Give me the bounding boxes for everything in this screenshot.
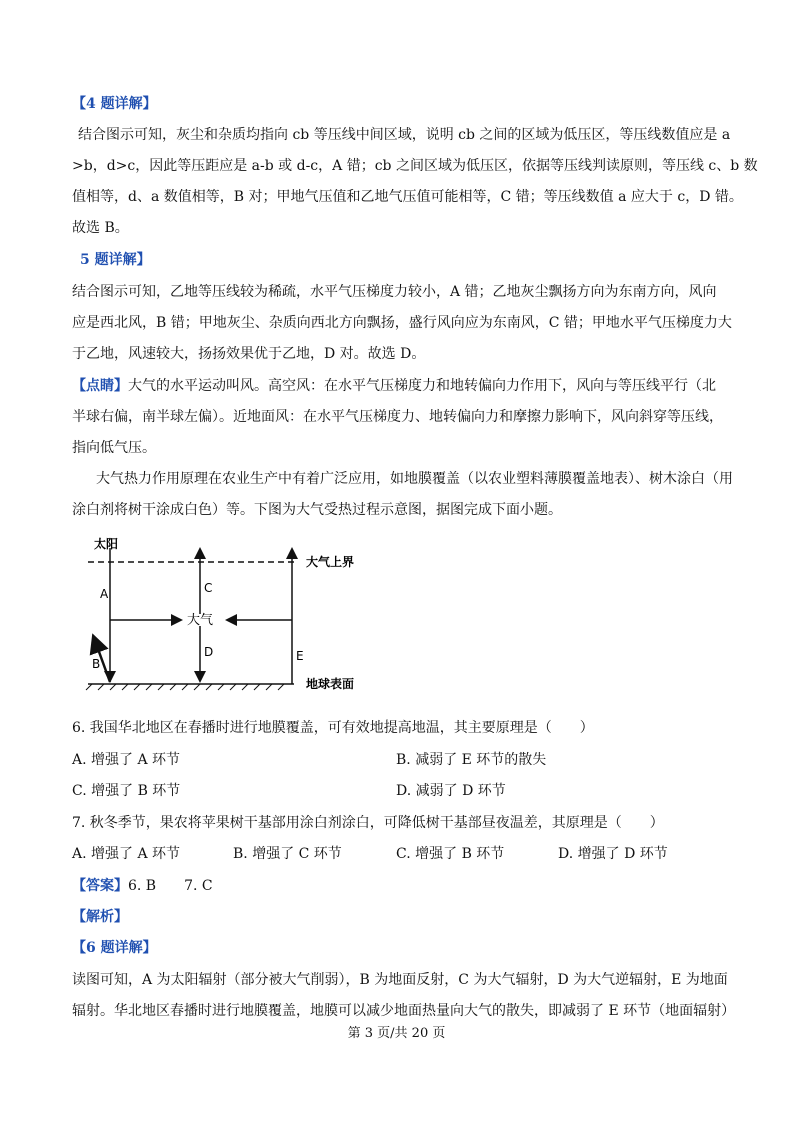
dianjing-line-3: 指向低气压。: [72, 440, 156, 456]
q6-option-c: C. 增强了 B 环节: [72, 783, 181, 799]
label-surface: 地球表面: [306, 677, 355, 691]
label-b: B: [92, 657, 101, 671]
q6detail-line-1: 读图可知，A 为太阳辐射（部分被大气削弱），B 为地面反射，C 为大气辐射，D 为大气逆辐射，E 为地面: [72, 972, 728, 988]
label-d: D: [204, 645, 214, 659]
q7-stem: 7. 秋冬季节，果农将苹果树干基部用涂白剂涂白，可降低树干基部昼夜温差，其原理是（ ）: [72, 815, 664, 831]
intro-line-2: 涂白剂将树干涂成白色）等。下图为大气受热过程示意图，据图完成下面小题。: [72, 502, 562, 518]
label-c: C: [204, 581, 213, 595]
q4-heading: 【4 题详解】: [72, 96, 157, 112]
q6-option-d: D. 减弱了 D 环节: [396, 783, 506, 799]
q6detail-line-2: 辐射。华北地区春播时进行地膜覆盖，地膜可以减少地面热量向大气的散失，即减弱了 E 环节（地面辐射）: [72, 1003, 736, 1019]
analysis-tag: 【解析】: [72, 909, 128, 925]
q6detail-heading: 【6 题详解】: [72, 940, 157, 956]
q5-line-1: 结合图示可知，乙地等压线较为稀疏，水平气压梯度力较小，A 错；乙地灰尘飘扬方向为东南方向，风向: [72, 284, 717, 300]
q5-line-2: 应是西北风，B 错；甲地灰尘、杂质向西北方向飘扬，盛行风向应为东南风，C 错；甲地水平气压梯度力大: [72, 315, 732, 331]
answer-tag: 【答案】: [72, 878, 128, 894]
q4-line-1: 结合图示可知，灰尘和杂质均指向 cb 等压线中间区域，说明 cb 之间的区域为低压区，等压线数值应是 a: [78, 127, 731, 143]
q4-line-3: 值相等，d、a 数值相等，B 对；甲地气压值和乙地气压值可能相等，C 错；等压线数值 a 应大于 c，D 错。: [72, 189, 743, 205]
q5-line-3: 于乙地，风速较大，扬扬效果优于乙地，D 对。故选 D。: [72, 346, 426, 362]
answer-line: [72, 876, 213, 896]
dianjing-text-1: 大气的水平运动叫风。高空风：在水平气压梯度力和地转偏向力作用下，风向与等压线平行（北: [128, 378, 716, 394]
q7-option-d: D. 增强了 D 环节: [558, 846, 668, 862]
q4-line-4: 故选 B。: [72, 220, 129, 236]
q7-option-b: B. 增强了 C 环节: [233, 846, 342, 862]
dianjing-line-1: [72, 376, 716, 396]
label-sun: 太阳: [94, 537, 119, 551]
q5-heading: 5 题详解】: [80, 252, 151, 268]
dianjing-line-2: 半球右偏，南半球左偏）。近地面风：在水平气压梯度力、地转偏向力和摩擦力影响下，风向斜穿等压线，: [72, 409, 723, 425]
label-e: E: [296, 649, 304, 663]
dianjing-tag: 【点睛】: [72, 378, 128, 394]
q7-option-c: C. 增强了 B 环节: [396, 846, 505, 862]
q6-stem: 6. 我国华北地区在春播时进行地膜覆盖，可有效地提高地温，其主要原理是（ ）: [72, 720, 594, 736]
q6-option-b: B. 减弱了 E 环节的散失: [396, 752, 547, 768]
q7-option-a: A. 增强了 A 环节: [72, 846, 181, 862]
label-a: A: [100, 587, 109, 601]
answer-text: 6. B 7. C: [128, 878, 213, 894]
atmosphere-heating-diagram: [80, 534, 380, 694]
q4-line-2: >b，d>c，因此等压距应是 a-b 或 d-c，A 错；cb 之间区域为低压区，依据等压线判读原则，等压线 c、b 数: [72, 158, 758, 174]
q6-option-a: A. 增强了 A 环节: [72, 752, 181, 768]
page-footer: 第 3 页/共 20 页: [347, 1026, 446, 1041]
label-atmos: 大气: [187, 613, 214, 628]
label-upper-boundary: 大气上界: [306, 555, 355, 569]
intro-line-1: 大气热力作用原理在农业生产中有着广泛应用，如地膜覆盖（以农业塑料薄膜覆盖地表）、树木涂白（用: [96, 471, 733, 487]
ground-hatch: [86, 684, 284, 690]
